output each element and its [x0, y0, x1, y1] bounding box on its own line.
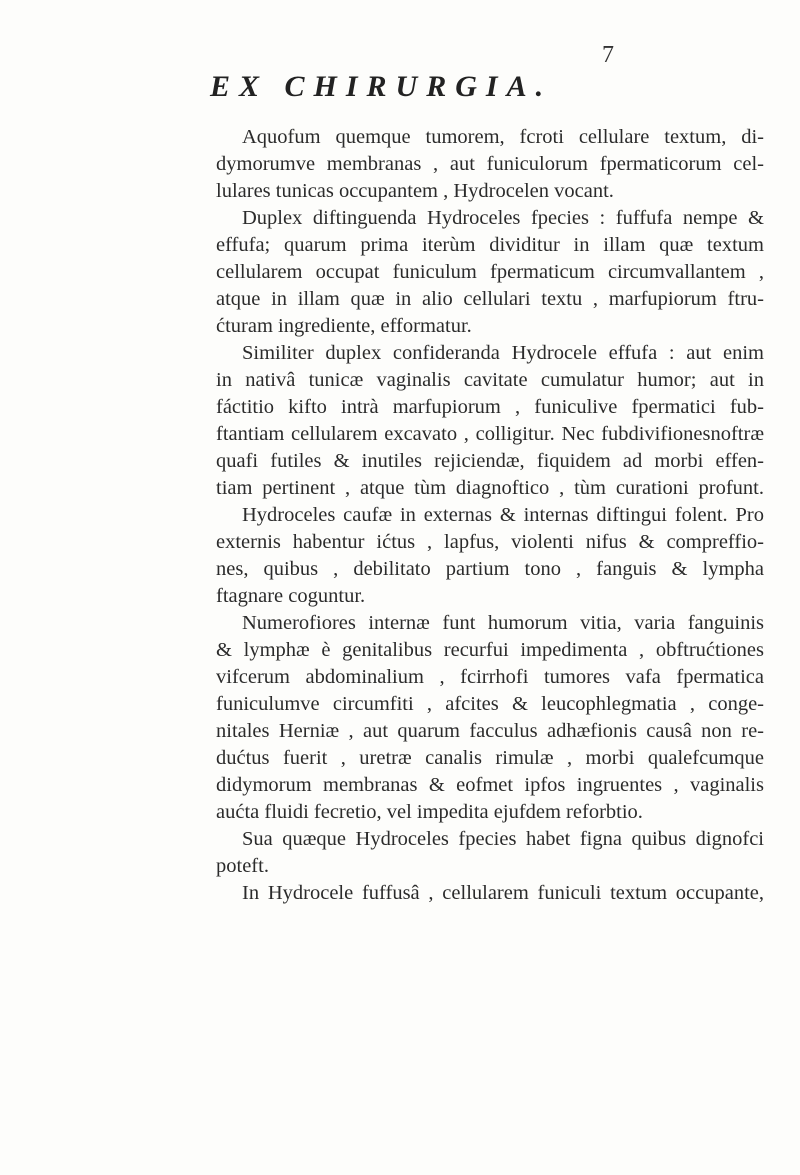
- text-line: aućta fluidi fecretio, vel impedita ejufdem reforbtio.: [216, 801, 643, 823]
- text-line: dućtus fuerit , uretræ canalis rimulæ , morbi qualefcumque: [216, 747, 764, 769]
- text-line: ftantiam cellularem excavato , colligitur. Nec fubdivifionesnoftræ: [216, 423, 764, 445]
- running-head: EX CHIRURGIA.: [210, 70, 553, 103]
- text-line: In Hydrocele fuffusâ , cellularem funiculi textum occupante,: [242, 882, 764, 904]
- text-line: in nativâ tunicæ vaginalis cavitate cumulatur humor; aut in: [216, 369, 764, 391]
- text-line: Numerofiores internæ funt humorum vitia, varia fanguinis: [242, 612, 764, 634]
- page-number: 7: [602, 42, 614, 68]
- text-line: dymorumve membranas , aut funiculorum fpermaticorum cel-: [216, 153, 764, 175]
- text-line: quafi futiles & inutiles rejiciendæ, fiquidem ad morbi effen-: [216, 450, 764, 472]
- text-line: effufa; quarum prima iterùm dividitur in illam quæ textum: [216, 234, 764, 256]
- text-line: Hydroceles caufæ in externas & internas diftingui folent. Pro: [242, 504, 764, 526]
- text-line: Sua quæque Hydroceles fpecies habet figna quibus dignofci: [242, 828, 764, 850]
- text-line: ćturam ingrediente, efformatur.: [216, 315, 472, 337]
- text-line: vifcerum abdominalium , fcirrhofi tumores vafa fpermatica: [216, 666, 764, 688]
- text-line: & lymphæ è genitalibus recurfui impedimenta , obftrućtiones: [216, 639, 764, 661]
- text-line: Aquofum quemque tumorem, fcroti cellulare textum, di-: [242, 126, 764, 148]
- text-line: poteft.: [216, 855, 269, 877]
- text-line: lulares tunicas occupantem , Hydrocelen vocant.: [216, 180, 614, 202]
- text-line: ftagnare coguntur.: [216, 585, 366, 607]
- body-text: [216, 124, 764, 907]
- text-line: fáctitio kifto intrà marfupiorum , funiculive fpermatici fub-: [216, 396, 764, 418]
- text-line: cellularem occupat funiculum fpermaticum circumvallantem ,: [216, 261, 764, 283]
- text-line: tiam pertinent , atque tùm diagnoftico , tùm curationi profunt.: [216, 477, 764, 499]
- text-line: atque in illam quæ in alio cellulari textu , marfupiorum ftru-: [216, 288, 764, 310]
- text-line: nes, quibus , debilitato partium tono , fanguis & lympha: [216, 558, 764, 580]
- text-line: externis habentur ićtus , lapfus, violenti nifus & compreffio-: [216, 531, 764, 553]
- text-line: nitales Herniæ , aut quarum facculus adhæfionis causâ non re-: [216, 720, 764, 742]
- text-line: Similiter duplex confideranda Hydrocele effufa : aut enim: [242, 342, 764, 364]
- text-line: funiculumve circumfiti , afcites & leucophlegmatia , conge-: [216, 693, 764, 715]
- text-line: Duplex diftinguenda Hydroceles fpecies : fuffufa nempe &: [242, 207, 764, 229]
- text-line: didymorum membranas & eofmet ipfos ingruentes , vaginalis: [216, 774, 764, 796]
